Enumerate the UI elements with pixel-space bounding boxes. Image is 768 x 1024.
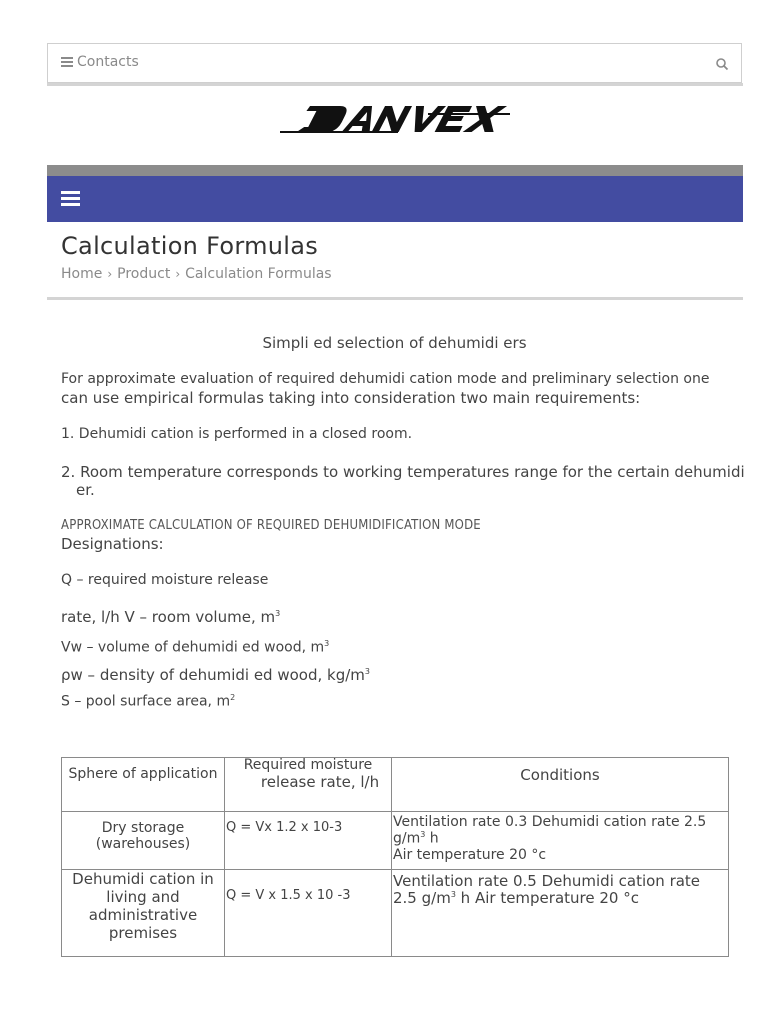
cell-formula: Q = V x 1.5 x 10 -3 [225,870,392,957]
header-band [47,165,743,176]
designations-label: Designations: [61,535,164,553]
contacts-label: Contacts [77,54,139,70]
intro-text-line2: can use empirical formulas taking into consideration two main requirements: [61,389,641,407]
main-navbar [47,176,743,222]
cell-conditions: Ventilation rate 0.3 Dehumidi cation rate 2.5 $g/m^3$ h Air temperature 20 °c [392,812,729,870]
chevron-right-icon: › [175,267,181,281]
menu-icon [61,57,73,67]
header-rate: Required moisture release rate, l/h [225,758,392,812]
table-row [62,870,729,957]
search-icon[interactable] [715,57,729,71]
calculation-table [61,757,729,957]
cell-formula: Q = Vx 1.2 x 10-3 [225,812,392,870]
requirement-2-cont: er. [76,481,95,499]
breadcrumb [61,266,332,282]
requirement-1: 1. Dehumidi cation is performed in a closed room. [61,426,413,442]
breadcrumb-product[interactable]: Product [117,266,171,282]
header-sphere: Sphere of application [62,758,225,812]
cell-sphere: Dry storage (warehouses) [62,812,225,870]
designation-s: S – pool surface area, $m^2$ [61,693,236,710]
breadcrumb-current[interactable]: Calculation Formulas [185,266,332,282]
hamburger-menu-icon[interactable] [61,191,80,206]
contacts-menu[interactable] [61,54,139,70]
divider [47,297,743,300]
page-title: Calculation Formulas [61,232,319,260]
chevron-right-icon: › [107,267,113,281]
cell-conditions: Ventilation rate 0.5 Dehumidi cation rate 2.5 $g/m^3$ h Air temperature 20 °c [392,870,729,957]
requirement-2: 2. Room temperature corresponds to working temperatures range for the certain dehumidi [61,463,745,481]
designation-v: rate, l/h V – room volume, $m^3$ [61,608,281,626]
designation-pw: ρw – density of dehumidi ed wood, $kg/m^3$ [61,666,370,684]
section-heading: APPROXIMATE CALCULATION OF REQUIRED DEHUMIDIFICATION MODE [61,518,481,533]
top-bar [47,43,742,83]
header-conditions: Conditions [392,758,729,812]
table-row [62,812,729,870]
designation-q: Q – required moisture release [61,572,269,588]
table-header-row [62,758,729,812]
breadcrumb-home[interactable]: Home [61,266,103,282]
designation-vw: Vw – volume of dehumidi ed wood, $m^3$ [61,639,330,656]
content-subtitle: Simpli ed selection of dehumidi ers [262,334,527,352]
intro-text-line1: For approximate evaluation of required dehumidi cation mode and preliminary selection one [61,371,710,387]
divider [47,83,743,86]
danvex-logo[interactable] [278,100,512,140]
cell-sphere: Dehumidi cation in living and administrative premises [62,870,225,957]
